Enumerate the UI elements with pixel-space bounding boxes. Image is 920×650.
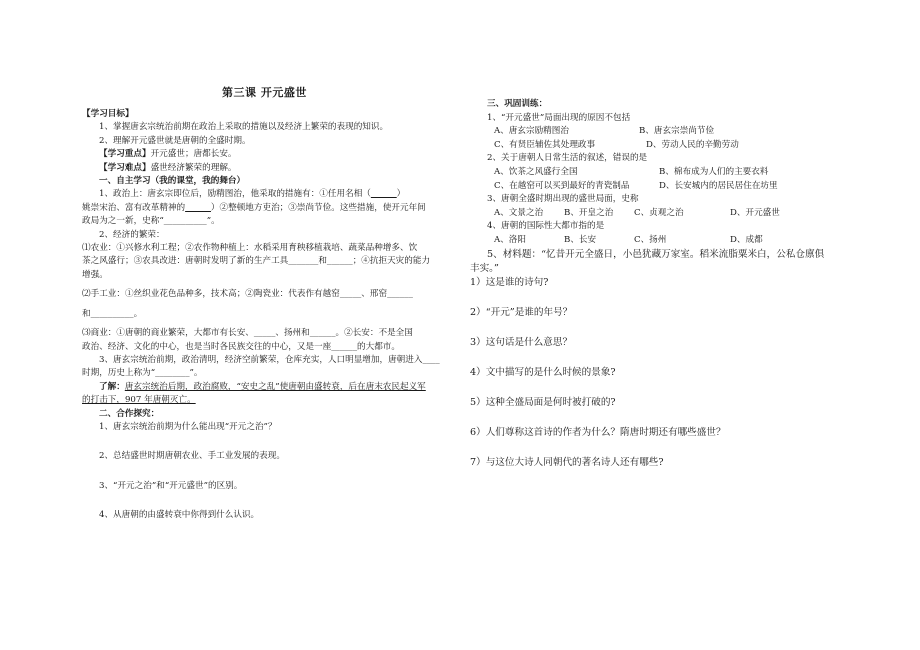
sub-question-6: 6）人们尊称这首诗的作者为什么？隋唐时期还有哪些盛世？ bbox=[470, 426, 726, 438]
section-2-heading: 二、合作探究： bbox=[99, 408, 160, 419]
option: C、贞观之治 bbox=[634, 207, 684, 218]
goal-1: 1、掌握唐玄宗统治前期在政治上采取的措施以及经济上繁荣的表现的知识。 bbox=[99, 122, 389, 133]
difficulty bbox=[82, 162, 417, 175]
commerce-line-2: 政治、经济、文化的中心，也是当时各民族交往的中心，又是一座______的大都市。 bbox=[82, 341, 400, 352]
lesson-title: 第三课 开元盛世 bbox=[222, 86, 307, 99]
mc-options-2b bbox=[470, 180, 890, 194]
option: A、文景之治 bbox=[494, 207, 544, 218]
left-column bbox=[82, 108, 440, 523]
learn-header: 了解： bbox=[99, 381, 125, 392]
material-question-line-2: 丰实。” bbox=[470, 262, 499, 274]
learn-line-1 bbox=[82, 381, 426, 394]
learn-line-2: 的打击下，907 年唐朝灭亡。 bbox=[82, 395, 196, 406]
mc-options-2a bbox=[470, 166, 890, 180]
option: D、开元盛世 bbox=[730, 207, 780, 218]
option: C、有贤臣辅佐其处理政事 bbox=[494, 139, 596, 150]
learn-text: 唐玄宗统治后期，政治腐败，“安史之乱”使唐朝由盛转衰，后在唐末农民起义军 bbox=[124, 381, 426, 392]
option: B、开皇之治 bbox=[564, 207, 614, 218]
mc-options-1a bbox=[470, 125, 890, 139]
key-point bbox=[82, 148, 417, 161]
agriculture-line-1: ⑴农业：①兴修水利工程；②农作物种植上：水稻采用育秧移植栽培、蔬菜品种增多、饮 bbox=[82, 243, 418, 254]
sub-question-3: 3）这句话是什么意思？ bbox=[470, 336, 573, 348]
politics-line-1 bbox=[82, 188, 417, 201]
mc-options-3 bbox=[470, 207, 890, 221]
option: C、扬州 bbox=[634, 234, 667, 245]
fill-blank: ______ bbox=[185, 202, 211, 213]
politics-text: 姚崇宋治、富有改革精神的 bbox=[82, 202, 186, 213]
mc-question-3: 3、唐朝全盛时期出现的盛世局面，史称 bbox=[487, 194, 639, 205]
option: D、劳动人民的辛勤劳动 bbox=[646, 139, 739, 150]
mc-options-1b bbox=[470, 139, 890, 153]
coop-question-3: 3、“开元之治”和“开元盛世”的区别。 bbox=[99, 480, 243, 491]
section-1-heading: 一、自主学习（我的课堂，我的舞台） bbox=[99, 176, 246, 187]
mc-options-4 bbox=[470, 234, 890, 248]
handicraft-line-2: 和__________。 bbox=[82, 308, 143, 319]
economy-heading: 2、经济的繁荣： bbox=[99, 229, 165, 240]
right-column bbox=[470, 98, 890, 470]
option: A、唐玄宗励精图治 bbox=[494, 126, 569, 137]
option: D、成都 bbox=[730, 234, 763, 245]
mc-question-2: 2、关于唐朝人日常生活的叙述，错误的是 bbox=[487, 153, 648, 164]
coop-question-1: 1、唐玄宗统治前期为什么能出现“开元之治”？ bbox=[99, 421, 277, 432]
goal-2: 2、理解开元盛世就是唐朝的全盛时期。 bbox=[99, 135, 251, 146]
sub-question-5: 5）这种全盛局面是何时被打破的? bbox=[470, 396, 616, 408]
sub-question-2: 2）“开元”是谁的年号？ bbox=[470, 306, 573, 318]
key-header: 【学习重点】 bbox=[99, 149, 151, 160]
sub-question-1: 1）这是谁的诗句? bbox=[470, 276, 549, 288]
handicraft-line-1: ⑵手工业：①丝织业花色品种多，技术高；②陶瓷业：代表作有越窑_____、邢窑______ bbox=[82, 289, 413, 300]
option: C、在越窑可以买到最好的青瓷制品 bbox=[494, 180, 630, 191]
agriculture-line-3: 增强。 bbox=[82, 269, 108, 280]
option: B、棉布成为人们的主要衣料 bbox=[659, 166, 769, 177]
fill-blank: ______ bbox=[370, 189, 397, 200]
prosperity-line-2: 时期，历史上称为“________”。 bbox=[82, 368, 203, 379]
option: B、长安 bbox=[564, 234, 597, 245]
option: A、饮茶之风盛行全国 bbox=[494, 166, 578, 177]
coop-question-2: 2、总结盛世时期唐朝农业、手工业发展的表现。 bbox=[99, 451, 285, 462]
agriculture-line-2: 茶之风盛行；③农具改进：唐朝时发明了新的生产工具_______和______；④抗拒天灾的能力 bbox=[82, 256, 431, 267]
diff-header: 【学习难点】 bbox=[99, 162, 151, 173]
mc-question-1: 1、“开元盛世”局面出现的原因不包括 bbox=[487, 112, 631, 123]
material-question-line-1: 5、材料题：“忆昔开元全盛日，小邑犹藏万家室。稻米流脂粟米白，公私仓廪俱 bbox=[487, 248, 825, 260]
goal-header: 【学习目标】 bbox=[82, 109, 134, 119]
commerce-line-1: ⑶商业：①唐朝的商业繁荣，大都市有长安、_____、扬州和______。②长安：不是全国 bbox=[82, 328, 413, 339]
politics-text: ） bbox=[396, 189, 406, 200]
politics-line-2 bbox=[82, 202, 426, 215]
politics-text: ）②整顿地方吏治；③崇尚节俭。这些措施，使开元年间 bbox=[210, 202, 426, 213]
option: A、洛阳 bbox=[494, 234, 526, 245]
diff-text: 盛世经济繁荣的理解。 bbox=[150, 162, 237, 173]
section-3-heading: 三、巩固训练： bbox=[487, 99, 548, 109]
sub-question-4: 4）文中描写的是什么时候的景象? bbox=[470, 366, 616, 378]
option: D、长安城内的居民居住在坊里 bbox=[659, 180, 778, 191]
mc-question-4: 4、唐朝的国际性大都市指的是 bbox=[487, 221, 605, 232]
politics-text: 1、政治上：唐玄宗即位后，励精图治，他采取的措施有：①任用名相（ bbox=[99, 189, 371, 200]
sub-question-7: 7）与这位大诗人同朝代的著名诗人还有哪些? bbox=[470, 456, 664, 468]
politics-line-3: 政局为之一新，史称“__________”。 bbox=[82, 216, 220, 227]
key-text: 开元盛世；唐都长安。 bbox=[150, 149, 237, 160]
prosperity-line-1: 3、唐玄宗统治前期，政治清明，经济空前繁荣，仓库充实，人口明显增加，唐朝进入____ bbox=[99, 354, 440, 365]
option: B、唐玄宗崇尚节俭 bbox=[639, 126, 715, 137]
coop-question-4: 4、从唐朝的由盛转衰中你得到什么认识。 bbox=[99, 510, 260, 521]
